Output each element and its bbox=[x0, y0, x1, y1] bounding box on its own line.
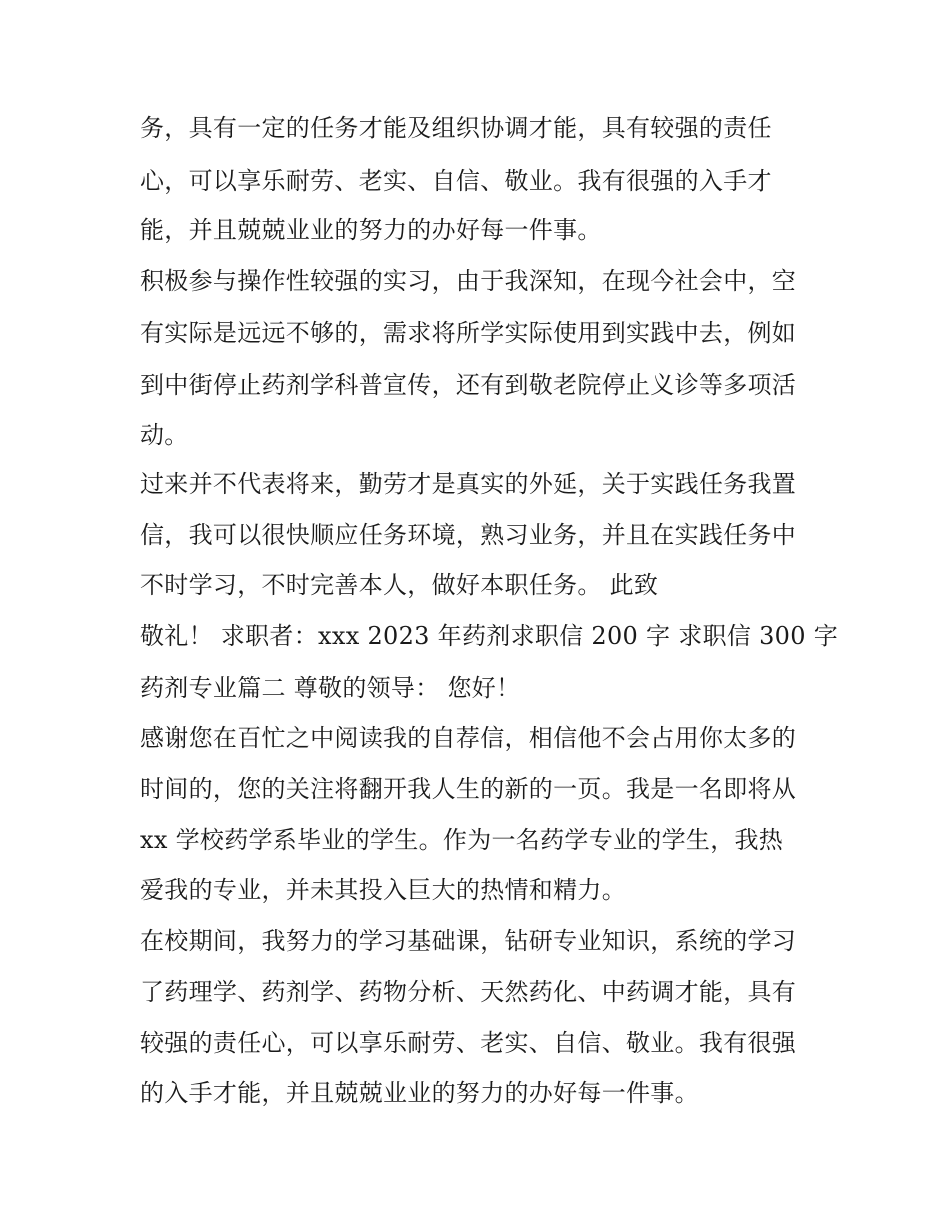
text-line: 感谢您在百忙之中阅读我的自荐信，相信他不会占用你太多的 bbox=[140, 724, 797, 752]
text-line: 较强的责任心，可以享乐耐劳、老实、自信、敬业。我有很强 bbox=[140, 1029, 797, 1057]
text-line: 过来并不代表将来，勤劳才是真实的外延，关于实践任务我置 bbox=[140, 470, 797, 498]
text-line: 积极参与操作性较强的实习，由于我深知，在现今社会中，空 bbox=[140, 267, 797, 295]
text-line: 在校期间，我努力的学习基础课，钻研专业知识，系统的学习 bbox=[140, 927, 797, 955]
text-line: 务，具有一定的任务才能及组织协调才能，具有较强的责任 bbox=[140, 114, 772, 142]
text-line: 有实际是远远不够的，需求将所学实际使用到实践中去，例如 bbox=[140, 319, 797, 347]
text-line: 信，我可以很快顺应任务环境，熟习业务，并且在实践任务中 bbox=[140, 521, 797, 549]
text-line: xx 学校药学系毕业的学生。作为一名药学专业的学生，我热 bbox=[140, 826, 784, 854]
text-line: 时间的，您的关注将翻开我人生的新的一页。我是一名即将从 bbox=[140, 775, 797, 803]
text-line: 到中街停止药剂学科普宣传，还有到敬老院停止义诊等多项活 bbox=[140, 371, 797, 399]
text-line: 不时学习，不时完善本人，做好本职任务。 此致 bbox=[140, 571, 659, 599]
text-line: 爱我的专业，并未其投入巨大的热情和精力。 bbox=[140, 876, 626, 904]
text-line: 的入手才能，并且兢兢业业的努力的办好每一件事。 bbox=[140, 1079, 699, 1107]
text-line: 动。 bbox=[140, 421, 189, 449]
text-line: 能，并且兢兢业业的努力的办好每一件事。 bbox=[140, 216, 602, 244]
text-line: 了药理学、药剂学、药物分析、天然药化、中药调才能，具有 bbox=[140, 978, 797, 1006]
text-line: 敬礼！ 求职者：xxx 2023 年药剂求职信 200 字 求职信 300 字 bbox=[140, 622, 839, 650]
text-line: 心，可以享乐耐劳、老实、自信、敬业。我有很强的入手才 bbox=[140, 167, 772, 195]
text-line: 药剂专业篇二 尊敬的领导： 您好！ bbox=[140, 674, 521, 702]
